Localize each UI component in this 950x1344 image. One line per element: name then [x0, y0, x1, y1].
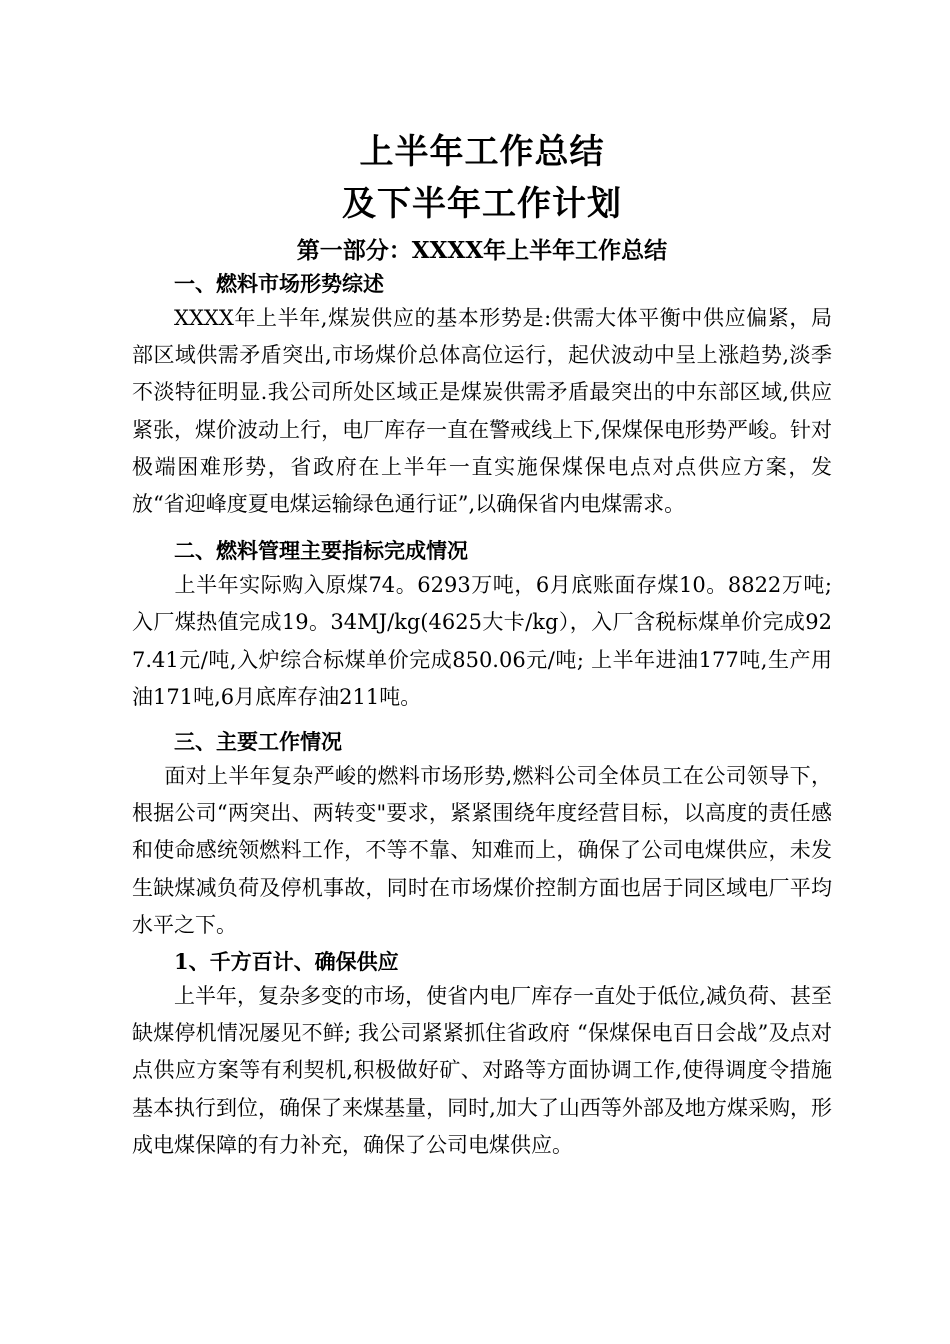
section-heading-indicators: 二、燃料管理主要指标完成情况: [174, 538, 468, 564]
document-page: [132, 128, 832, 1164]
section-paragraph-market-overview: [132, 300, 832, 523]
document-title-line-2: 及下半年工作计划: [342, 184, 622, 224]
paragraph-text: 面对上半年复杂严峻的燃料市场形势,燃料公司全体员工在公司领导下，根据公司“两突出、两转变"要求，紧紧围绕年度经营目标，以高度的责任感和使命感统领燃料工作，不等不靠、知难而上，确保了公司电煤供应，未发生缺煤减负荷及停机事故，同时在市场煤价控制方面也居于同区域电厂平均水平之下。: [132, 764, 832, 937]
document-title-line-1: 上半年工作总结: [359, 132, 605, 172]
section-heading-main-work: 三、主要工作情况: [174, 729, 342, 755]
paragraph-text: 上半年，复杂多变的市场，使省内电厂库存一直处于低位,减负荷、甚至缺煤停机情况屡见不鲜; 我公司紧紧抓住省政府 “保煤保电百日会战”及点对点供应方案等有利契机,积极做好矿、对路等方面协调工作,使得调度令措施基本执行到位，确保了来煤基量，同时,加大了山西等外部及地方煤采购，形成电煤保障的有力补充，确保了公司电煤供应。: [132, 984, 832, 1157]
section-paragraph-indicators: [132, 567, 832, 716]
paragraph-text: XXXX年上半年,煤炭供应的基本形势是:供需大体平衡中供应偏紧，局部区域供需矛盾突出,市场煤价总体高位运行，起伏波动中呈上涨趋势,淡季不淡特征明显.我公司所处区域正是煤炭供需矛盾最突出的中东部区域,供应紧张，煤价波动上行，电厂库存一直在警戒线上下,保煤保电形势严峻。针对极端困难形势，省政府在上半年一直实施保煤保电点对点供应方案，发放“省迎峰度夏电煤运输绿色通行证”,以确保省内电煤需求。: [132, 306, 832, 517]
section-paragraph-ensure-supply: [132, 978, 832, 1164]
part-heading: 第一部分：XXXX年上半年工作总结: [296, 237, 668, 264]
section-paragraph-main-work: [132, 758, 832, 944]
paragraph-text: 上半年实际购入原煤74。6293万吨，6月底账面存煤10。8822万吨;入厂煤热值完成19。34MJ/kg(4625大卡/kg），入厂含税标煤单价完成927.41元/吨,入炉综合标煤单价完成850.06元/吨; 上半年进油177吨,生产用油171吨,6月底库存油211吨。: [132, 573, 832, 709]
section-heading-market-overview: 一、燃料市场形势综述: [174, 271, 384, 296]
section-heading-ensure-supply: 1、千方百计、确保供应: [174, 949, 399, 975]
